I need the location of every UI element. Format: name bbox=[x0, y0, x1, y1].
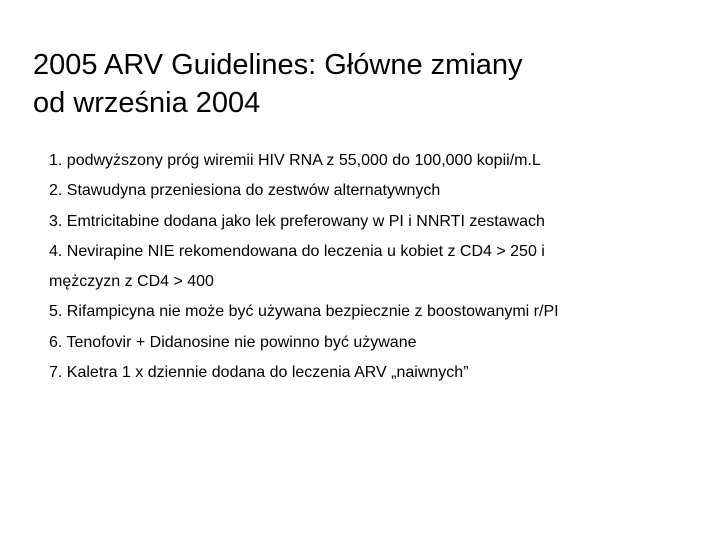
list-item-7: 7. Kaletra 1 x dziennie dodana do leczenia ARV „naiwnych” bbox=[49, 364, 469, 382]
list-item-2: 2. Stawudyna przeniesiona do zestwów alternatywnych bbox=[49, 182, 441, 200]
slide-title bbox=[33, 46, 683, 122]
list-item-5: 5. Rifampicyna nie może być używana bezpiecznie z boostowanymi r/PI bbox=[49, 303, 559, 321]
guideline-changes-list bbox=[49, 146, 689, 388]
list-item-4-continuation: mężczyzn z CD4 > 400 bbox=[49, 273, 214, 291]
list-item-1: 1. podwyższony próg wiremii HIV RNA z 55,000 do 100,000 kopii/m.L bbox=[49, 152, 541, 169]
list-item-6: 6. Tenofovir + Didanosine nie powinno być używane bbox=[49, 333, 417, 351]
list-item-4: 4. Nevirapine NIE rekomendowana do leczenia u kobiet z CD4 > 250 i bbox=[49, 242, 545, 260]
list-item-3: 3. Emtricitabine dodana jako lek preferowany w PI i NNRTI zestawach bbox=[49, 212, 545, 230]
slide-title-line-2: od września 2004 bbox=[33, 87, 261, 119]
slide-title-line-1: 2005 ARV Guidelines: Główne zmiany bbox=[33, 49, 523, 81]
